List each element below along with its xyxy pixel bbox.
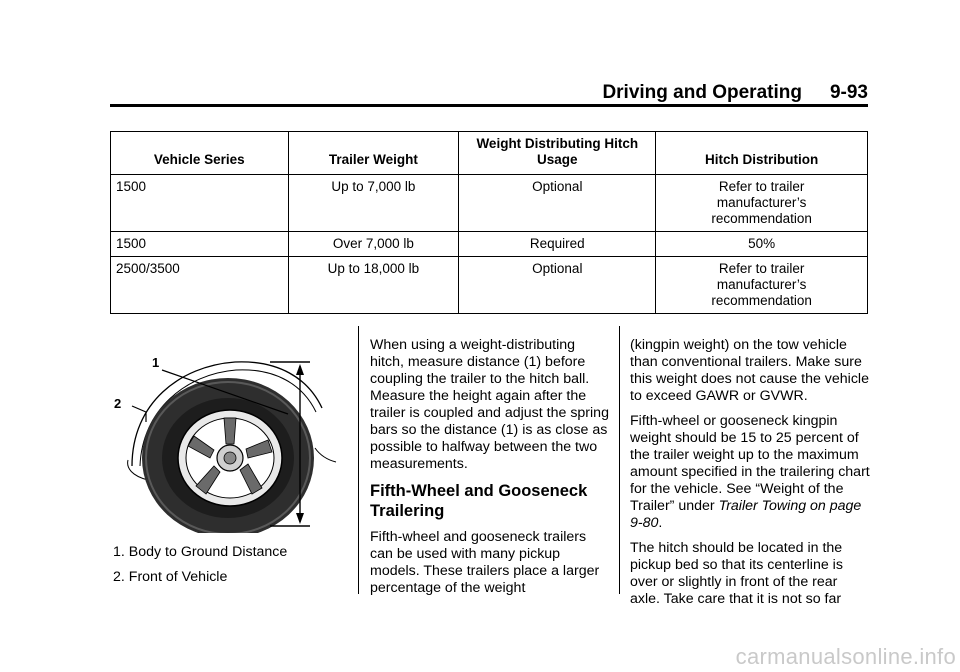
column-header: Vehicle Series (111, 132, 289, 175)
callout-1: 1 (152, 355, 160, 370)
column-header: Weight Distributing Hitch Usage (459, 132, 656, 175)
table-cell: Optional (459, 257, 656, 314)
watermark: carmanualsonline.info (735, 644, 956, 669)
column-header: Hitch Distribution (656, 132, 868, 175)
column-divider (619, 326, 620, 594)
table-cell: Over 7,000 lb (288, 232, 459, 257)
callout-2: 2 (114, 396, 122, 411)
wheel-illustration (110, 348, 340, 533)
page-header (110, 82, 868, 102)
table-cell: Refer to trailer manufacturer’s recommendation (656, 175, 868, 232)
table-header-row (111, 132, 868, 175)
table-row (111, 257, 868, 314)
paragraph: Fifth-wheel and gooseneck trailers can be used with many pickup models. These trailers place a larger percentage of the weight (370, 529, 600, 596)
paragraph: When using a weight-distributing hitch, measure distance (1) before coupling the trailer to the hitch ball. Measure the height again after the trailer is coupled and adjust the spring bars so the distance (1) is as close as possible to halfway between the two measurements. (370, 337, 609, 472)
column-header: Trailer Weight (288, 132, 459, 175)
table-cell: Required (459, 232, 656, 257)
table-cell: 1500 (111, 175, 289, 232)
table-row (111, 175, 868, 232)
table-cell: Up to 7,000 lb (288, 175, 459, 232)
header-rule (110, 104, 868, 107)
wheel-figure (110, 348, 340, 533)
cross-reference-link[interactable]: Trailer Towing on page 9-80 (630, 498, 862, 531)
section-heading: Fifth-Wheel and Gooseneck Trailering (370, 482, 588, 520)
column-divider (358, 326, 359, 594)
table-cell: Up to 18,000 lb (288, 257, 459, 314)
hitch-distribution-table (110, 131, 868, 314)
table-cell: 1500 (111, 232, 289, 257)
paragraph: Fifth-wheel or gooseneck kingpin weight should be 15 to 25 percent of the trailer weight up to the maximum amount specified in the trailering chart for the vehicle. See “Weight of the Trailer” under Trailer Towing on page 9-80. (630, 413, 870, 531)
table-cell: 50% (656, 232, 868, 257)
text-column-2 (370, 337, 610, 605)
section-title: Driving and Operating (602, 82, 802, 103)
page-number: 9-93 (829, 82, 868, 103)
text-column-3 (630, 337, 870, 616)
figure-caption-2: 2. Front of Vehicle (113, 569, 228, 585)
table-cell: Refer to trailer manufacturer’s recommendation (656, 257, 868, 314)
paragraph: (kingpin weight) on the tow vehicle than conventional trailers. Make sure this weight does not cause the vehicle to exceed GAWR or GVWR. (630, 337, 869, 404)
table-cell: 2500/3500 (111, 257, 289, 314)
figure-caption-1: 1. Body to Ground Distance (113, 544, 288, 560)
table-cell: Optional (459, 175, 656, 232)
paragraph: The hitch should be located in the pickup bed so that its centerline is over or slightly in front of the rear axle. Take care that it is not so far (630, 540, 843, 607)
table-row (111, 232, 868, 257)
